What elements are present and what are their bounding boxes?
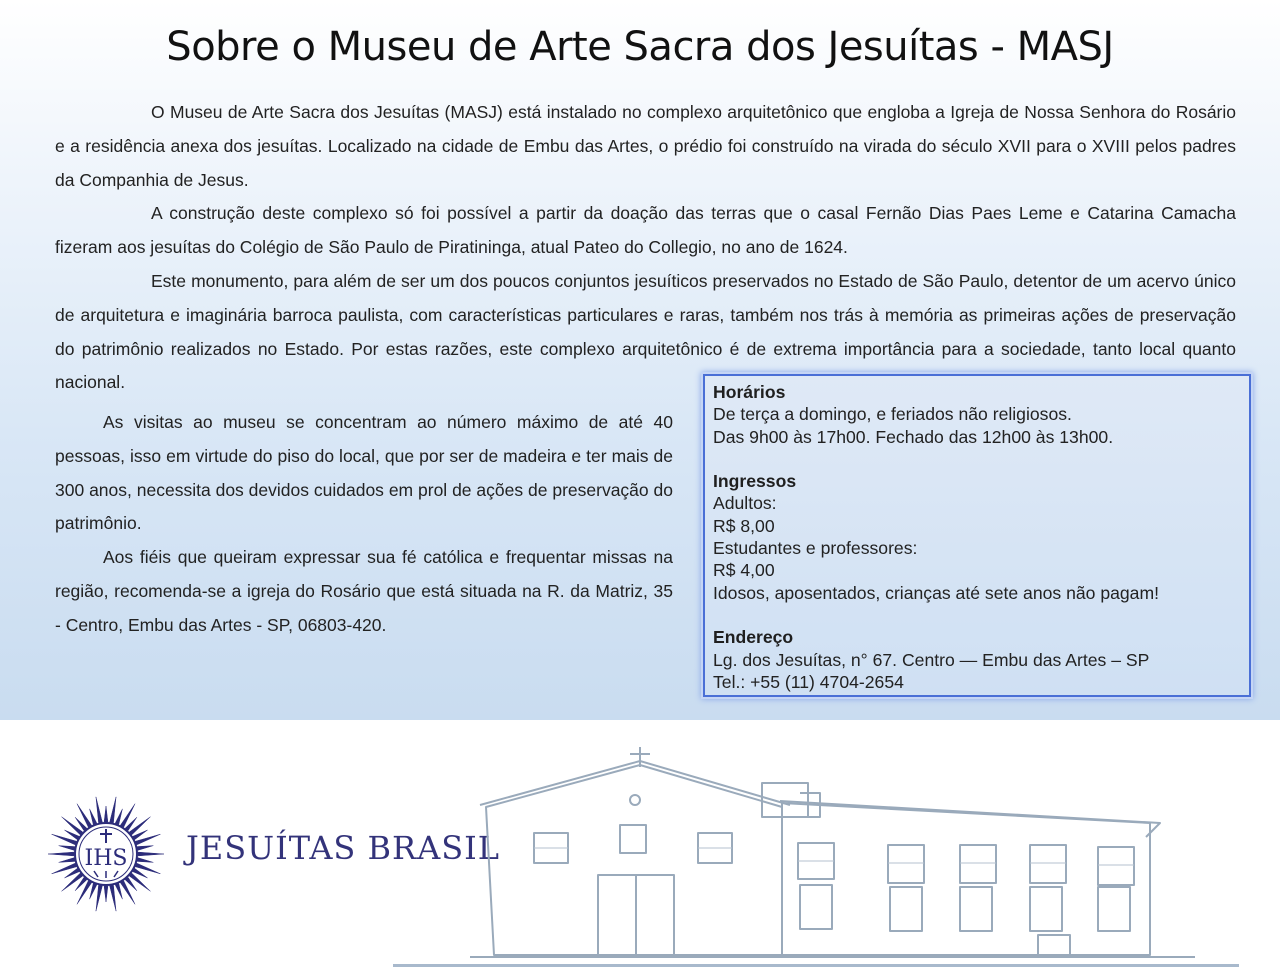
students-price: R$ 4,00	[713, 560, 775, 581]
seal-ray	[104, 886, 108, 902]
info-box	[703, 374, 1251, 697]
hours-days: De terça a domingo, e feriados não religiosos.	[713, 404, 1072, 425]
adults-price: R$ 8,00	[713, 515, 775, 536]
seal-ray	[96, 797, 102, 823]
visit-text	[55, 406, 673, 643]
tickets-heading: Ingressos	[713, 471, 797, 492]
seal-ray	[129, 873, 150, 891]
footer-divider	[393, 964, 1239, 967]
seal-ray	[62, 873, 83, 891]
free-entry-note: Idosos, aposentados, crianças até sete anos não pagam!	[713, 582, 1160, 603]
church-sketch-icon	[470, 745, 1195, 970]
paragraph-mass: Aos fiéis que queiram expressar sua fé católica e frequentar missas na região, recomenda-se a igreja do Rosário que está situada na R. da Matriz, 35 - Centro, Embu das Artes - SP, 06803-420.	[55, 547, 673, 635]
seal-ray	[137, 858, 153, 863]
seal-ray	[129, 817, 150, 835]
paragraph-importance: Este monumento, para além de ser um dos poucos conjuntos jesuíticos preservados no Estado de São Paulo, detentor de um acervo único de arquitetura e imaginária barroca paulista, com características particulares e raras, também nos trás à memória as primeiras ações de preservação do patrimônio realizados no Estado. Por estas razões, este complexo arquitetônico é de extrema importância para a sociedade, tanto local quanto nacional.	[55, 270, 1236, 393]
seal-ray	[90, 883, 97, 899]
seal-ray	[138, 852, 164, 856]
paragraph-intro: O Museu de Arte Sacra dos Jesuítas (MASJ) está instalado no complexo arquitetônico que engloba a Igreja de Nossa Senhora do Rosário e a residência anexa dos jesuítas. Localizado na cidade de Embu das Artes, o prédio foi construído na virada do século XVII para o XVIII pelos padres da Companhia de Jesus.	[55, 102, 1236, 190]
address-heading: Endereço	[713, 627, 794, 648]
intro-text	[55, 96, 1236, 400]
seal-ray	[96, 885, 102, 911]
spacer	[713, 604, 1243, 626]
ihs-seal-icon	[40, 795, 172, 913]
spacer	[713, 448, 1243, 470]
adults-label: Adultos:	[713, 493, 777, 514]
seal-ray	[59, 858, 75, 863]
seal-ray	[137, 846, 153, 851]
hours-heading: Horários	[713, 382, 786, 402]
paragraph-visits: As visitas ao museu se concentram ao número máximo de até 40 pessoas, isso em virtude do piso do local, que por ser de madeira e ter mais de 300 anos, necessita dos devidos cuidados em prol de ações de preservação do patrimônio.	[55, 412, 673, 534]
students-label: Estudantes e professores:	[713, 538, 918, 559]
seal-ray	[110, 797, 116, 823]
seal-ray	[59, 846, 75, 851]
page-title: Sobre o Museu de Arte Sacra dos Jesuítas - MASJ	[166, 24, 1114, 70]
seal-ray	[110, 885, 116, 911]
seal-letters: IHS	[84, 846, 128, 871]
seal-ray	[115, 809, 122, 825]
phone-line: Tel.: +55 (11) 4704-2654	[713, 671, 904, 692]
seal-ray	[62, 817, 83, 835]
seal-ray	[48, 852, 74, 856]
seal-ray	[90, 809, 97, 825]
hours-times: Das 9h00 às 17h00. Fechado das 12h00 às 13h00.	[713, 426, 1114, 447]
seal-ray	[115, 883, 122, 899]
address-line: Lg. dos Jesuítas, n° 67. Centro — Embu das Artes – SP	[713, 649, 1150, 670]
seal-ray	[104, 806, 108, 822]
brand-name: JESUÍTAS BRASIL	[186, 829, 501, 867]
paragraph-history: A construção deste complexo só foi possível a partir da doação das terras que o casal Fernão Dias Paes Leme e Catarina Camacha fizeram aos jesuítas do Colégio de São Paulo de Piratininga, atual Pateo do Collegio, no ano de 1624.	[55, 203, 1236, 258]
